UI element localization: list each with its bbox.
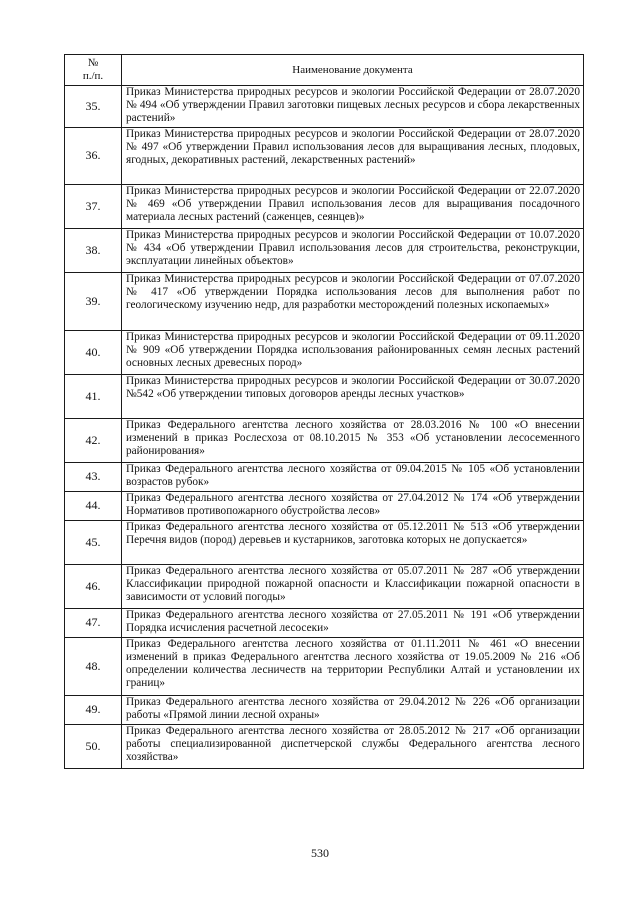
table-row: [65, 608, 584, 637]
row-number: 47.: [65, 608, 122, 637]
document-title: Приказ Федерального агентства лесного хозяйства от 01.11.2011 № 461 «О внесении изменений в приказ Федерального агентства лесного хозяйства от 19.05.2009 № 216 «Об определении количества лесничеств на территории Республики Алтай и установлении их границ»: [122, 637, 584, 695]
document-title: Приказ Министерства природных ресурсов и экологии Российской Федерации от 09.11.2020 № 909 «Об утверждении Порядка использования районированных семян лесных растений основных лесных древесных пород»: [122, 330, 584, 374]
row-number: 45.: [65, 520, 122, 564]
documents-table: [64, 54, 584, 769]
document-title: Приказ Федерального агентства лесного хозяйства от 28.03.2016 № 100 «О внесении изменений в приказ Рослесхоза от 08.10.2015 № 353 «Об установлении лесосеменного районирования»: [122, 418, 584, 462]
table-row: [65, 564, 584, 608]
table-row: [65, 184, 584, 228]
row-number: 43.: [65, 462, 122, 491]
table-row: [65, 637, 584, 695]
document-title: Приказ Федерального агентства лесного хозяйства от 28.05.2012 № 217 «Об организации работы специализированной диспетчерской службы Федерального агентства лесного хозяйства»: [122, 724, 584, 768]
table-row: [65, 127, 584, 184]
document-title: Приказ Федерального агентства лесного хозяйства от 27.04.2012 № 174 «Об утверждении Нормативов противопожарного обустройства лесов»: [122, 491, 584, 520]
table-row: [65, 491, 584, 520]
document-title: Приказ Министерства природных ресурсов и экологии Российской Федерации от 28.07.2020 № 497 «Об утверждении Правил использования лесов для выращивания лесных, плодовых, ягодных, декоративных растений, лекарственных растений»: [122, 127, 584, 184]
table-row: [65, 228, 584, 272]
document-title: Приказ Министерства природных ресурсов и экологии Российской Федерации от 30.07.2020 №542 «Об утверждении типовых договоров аренды лесных участков»: [122, 374, 584, 418]
row-number: 48.: [65, 637, 122, 695]
document-title: Приказ Министерства природных ресурсов и экологии Российской Федерации от 22.07.2020 № 469 «Об утверждении Правил использования лесов для выращивания посадочного материала лесных растений (саженцев, сеянцев)»: [122, 184, 584, 228]
table-row: [65, 272, 584, 330]
row-number: 35.: [65, 86, 122, 128]
document-title: Приказ Федерального агентства лесного хозяйства от 09.04.2015 № 105 «Об установлении возрастов рубок»: [122, 462, 584, 491]
row-number: 40.: [65, 330, 122, 374]
number-header-abbrev: п./п.: [82, 70, 104, 82]
number-column-header: [65, 55, 122, 86]
document-title: Приказ Федерального агентства лесного хозяйства от 05.07.2011 № 287 «Об утверждении Классификации природной пожарной опасности и Классификации пожарной опасности в зависимости от условий погоды»: [122, 564, 584, 608]
document-title: Приказ Федерального агентства лесного хозяйства от 05.12.2011 № 513 «Об утверждении Перечня видов (пород) деревьев и кустарников, заготовка которых не допускается»: [122, 520, 584, 564]
document-title: Приказ Министерства природных ресурсов и экологии Российской Федерации от 28.07.2020 № 494 «Об утверждении Правил заготовки пищевых лесных ресурсов и сбора лекарственных растений»: [122, 86, 584, 128]
table-row: [65, 418, 584, 462]
table-row: [65, 520, 584, 564]
table-row: [65, 374, 584, 418]
table-row: [65, 695, 584, 724]
row-number: 50.: [65, 724, 122, 768]
table-row: [65, 86, 584, 128]
row-number: 46.: [65, 564, 122, 608]
document-title: Приказ Федерального агентства лесного хозяйства от 27.05.2011 № 191 «Об утверждении Порядка исчисления расчетной лесосеки»: [122, 608, 584, 637]
row-number: 49.: [65, 695, 122, 724]
table-row: [65, 724, 584, 768]
document-title: Приказ Федерального агентства лесного хозяйства от 29.04.2012 № 226 «Об организации работы «Прямой линии лесной охраны»: [122, 695, 584, 724]
table-header-row: [65, 55, 584, 86]
row-number: 44.: [65, 491, 122, 520]
row-number: 38.: [65, 228, 122, 272]
page-number: 530: [311, 846, 329, 860]
row-number: 41.: [65, 374, 122, 418]
row-number: 37.: [65, 184, 122, 228]
document-name-column-header: Наименование документа: [122, 55, 584, 86]
row-number: 36.: [65, 127, 122, 184]
row-number: 39.: [65, 272, 122, 330]
document-title: Приказ Министерства природных ресурсов и экологии Российской Федерации от 07.07.2020 № 417 «Об утверждении Порядка использования лесов для выполнения работ по геологическому изучению недр, для разработки месторождений полезных ископаемых»: [122, 272, 584, 330]
number-header-symbol: №: [87, 57, 99, 69]
table-row: [65, 462, 584, 491]
row-number: 42.: [65, 418, 122, 462]
document-title: Приказ Министерства природных ресурсов и экологии Российской Федерации от 10.07.2020 № 434 «Об утверждении Правил использования лесов для строительства, реконструкции, эксплуатации линейных объектов»: [122, 228, 584, 272]
table-row: [65, 330, 584, 374]
